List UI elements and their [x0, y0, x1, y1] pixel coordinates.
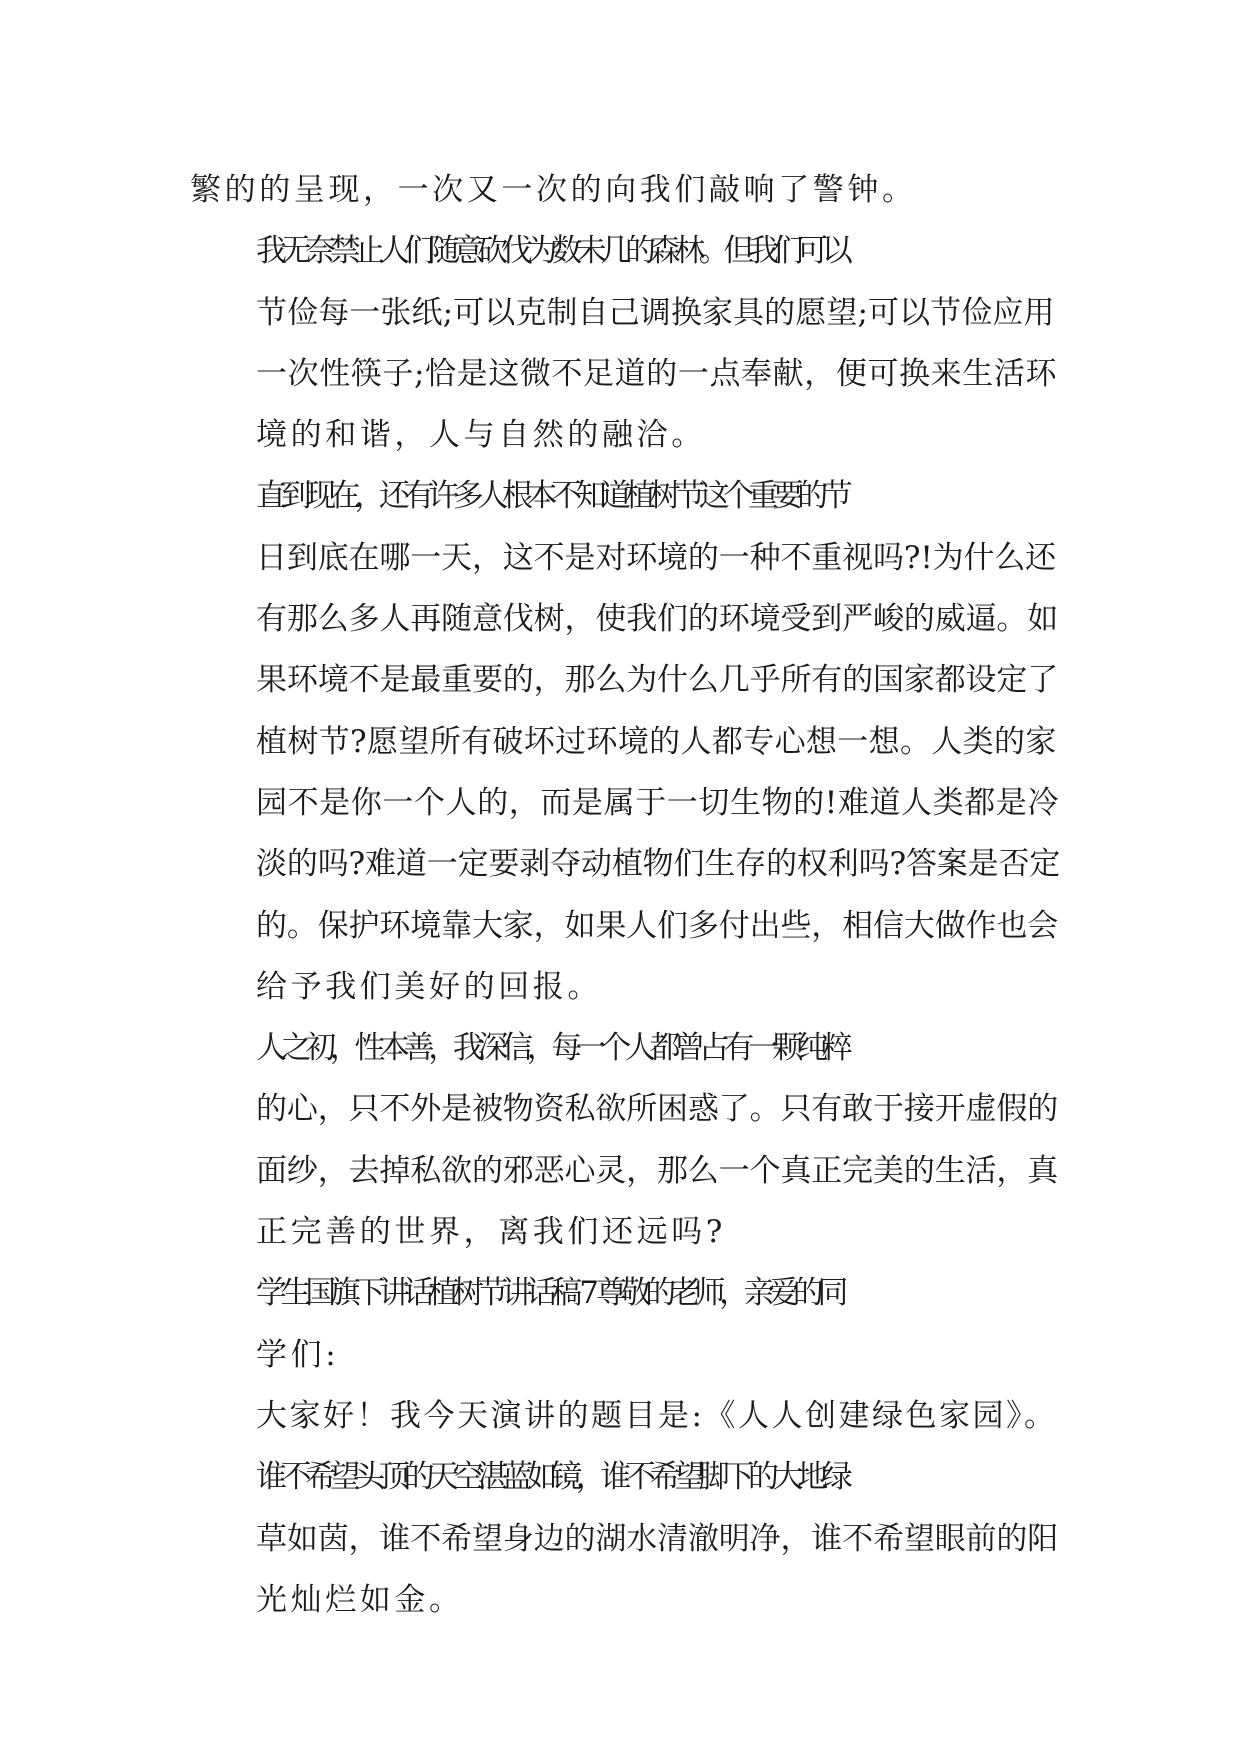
text-line: 草如茵，谁不希望身边的湖水清澈明净，谁不希望眼前的阳 — [256, 1520, 1059, 1557]
text-line: 给予我们美好的回报。 — [256, 968, 602, 1005]
text-line: 节俭每一张纸;可以克制自己调换家具的愿望;可以节俭应用 — [256, 294, 1055, 331]
text-line: 境的和谐，人与自然的融洽。 — [256, 417, 706, 454]
text-line: 我无奈禁止人们随意砍伐为数未几的森林。但我们可以 — [256, 233, 847, 270]
text-line: 一次性筷子;恰是这微不足道的一点奉献，便可换来生活环 — [256, 355, 1058, 392]
text-line: 日到底在哪一天，这不是对环境的一种不重视吗?!为什么还 — [256, 539, 1057, 576]
document-body — [190, 160, 1060, 1631]
text-line: 面纱，去掉私欲的邪恶心灵，那么一个真正完美的生活，真 — [256, 1152, 1059, 1189]
text-line: 的心，只不外是被物资私欲所困惑了。只有敢于接开虚假的 — [256, 1091, 1059, 1128]
text-line: 大家好！我今天演讲的题目是:《人人创建绿色家园》。 — [256, 1397, 1058, 1434]
paragraph — [190, 221, 1060, 466]
paragraph — [190, 1018, 1060, 1263]
text-line: 果环境不是最重要的，那么为什么几乎所有的国家都设定了 — [256, 662, 1059, 699]
text-line: 人之初，性本善，我深信，每一个人都曾占有一颗纯粹 — [256, 1030, 847, 1067]
text-line: 淡的吗?难道一定要剥夺动植物们生存的权利吗?答案是否定 — [256, 846, 1061, 883]
greeting-paragraph — [190, 1386, 1060, 1447]
text-line: 学生国旗下讲话植树节讲话稿 7 尊敬的老师，亲爱的同 — [256, 1275, 843, 1312]
text-line: 直到现在，还有许多人根本不知道植树节这个重要的节 — [256, 478, 847, 515]
paragraph — [190, 466, 1060, 1018]
text-line: 正完善的世界，离我们还远吗? — [256, 1214, 727, 1251]
text-line: 园不是你一个人的，而是属于一切生物的!难道人类都是冷 — [256, 784, 1060, 821]
paragraph — [190, 160, 1060, 221]
text-line: 繁的的呈现，一次又一次的向我们敲响了警钟。 — [190, 172, 917, 208]
text-line: 光灿烂如金。 — [256, 1581, 464, 1618]
text-line: 有那么多人再随意伐树，使我们的环境受到严峻的威逼。如 — [256, 601, 1059, 638]
paragraph — [190, 1263, 1060, 1386]
text-line: 的。保护环境靠大家，如果人们多付出些，相信大做作也会 — [256, 907, 1059, 944]
text-line: 植树节?愿望所有破坏过环境的人都专心想一想。人类的家 — [256, 723, 1057, 760]
text-line: 谁不希望头顶的天空湛蓝如镜，谁不希望脚下的大地绿 — [256, 1459, 847, 1496]
text-line: 学们: — [256, 1336, 340, 1373]
paragraph — [190, 1447, 1060, 1631]
